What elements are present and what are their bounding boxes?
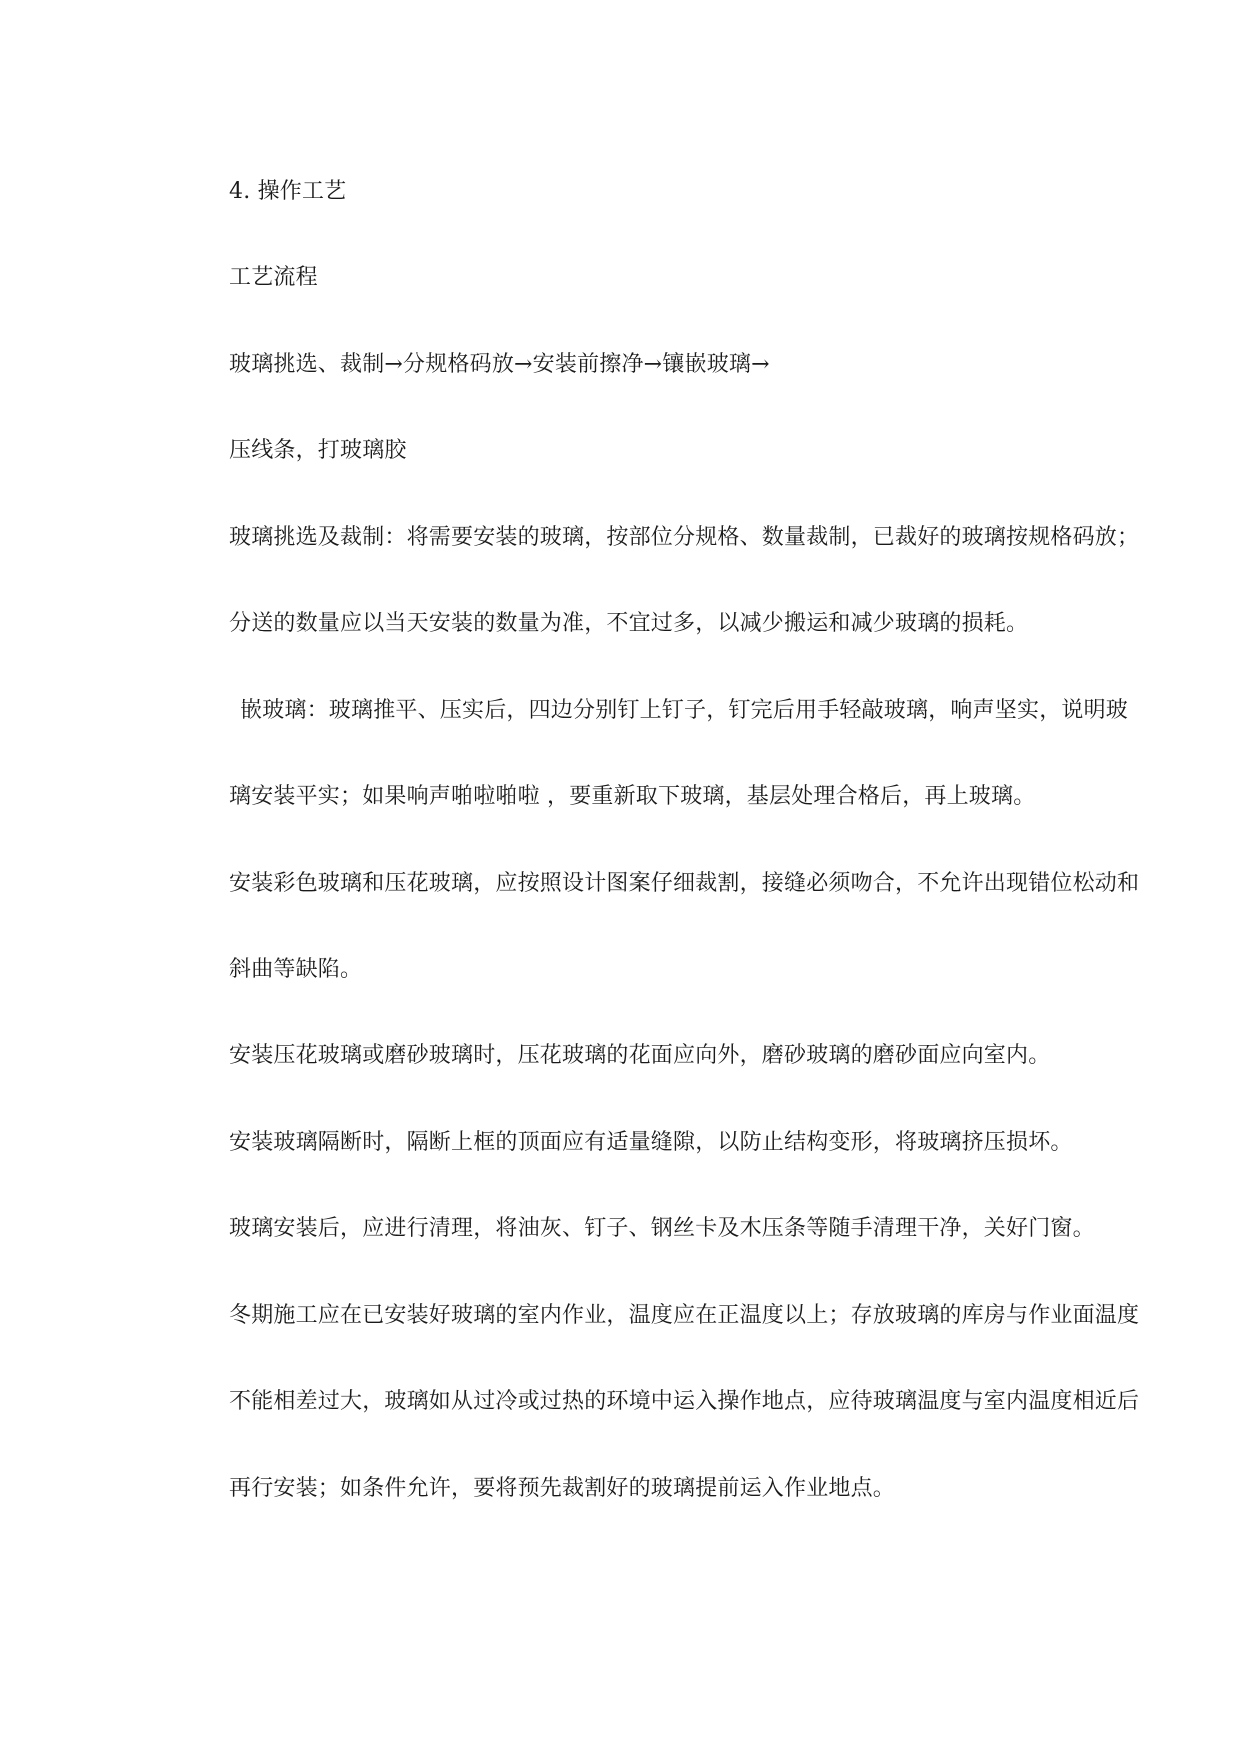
- paragraph-line: 玻璃安装后，应进行清理，将油灰、钉子、钢丝卡及木压条等随手清理干净，关好门窗。: [229, 1216, 1095, 1241]
- paragraph-line: 璃安装平实；如果响声啪啦啪啦 ，要重新取下玻璃，基层处理合格后，再上玻璃。: [229, 784, 1036, 809]
- paragraph-line: 嵌玻璃：玻璃推平、压实后，四边分别钉上钉子，钉完后用手轻敲玻璃，响声坚实，说明玻: [240, 698, 1129, 723]
- paragraph-line: 再行安装；如条件允许，要将预先裁割好的玻璃提前运入作业地点。: [229, 1476, 896, 1501]
- section-heading: 4. 操作工艺: [229, 179, 347, 204]
- paragraph-line: 玻璃挑选及裁制：将需要安装的玻璃，按部位分规格、数量裁制，已裁好的玻璃按规格码放；: [229, 525, 1140, 550]
- paragraph-line: 冬期施工应在已安装好玻璃的室内作业，温度应在正温度以上；存放玻璃的库房与作业面温度: [229, 1303, 1140, 1328]
- paragraph-line: 斜曲等缺陷。: [229, 957, 363, 982]
- process-flow-line-2: 压线条，打玻璃胶: [229, 438, 407, 463]
- paragraph-line: 安装彩色玻璃和压花玻璃，应按照设计图案仔细裁割，接缝必须吻合，不允许出现错位松动和: [229, 871, 1140, 896]
- paragraph-line: 分送的数量应以当天安装的数量为准，不宜过多，以减少搬运和减少玻璃的损耗。: [229, 611, 1029, 636]
- subheading-process-flow: 工艺流程: [229, 265, 318, 290]
- process-flow-line-1: 玻璃挑选、裁制→分规格码放→安装前擦净→镶嵌玻璃→: [229, 352, 770, 377]
- paragraph-line: 安装压花玻璃或磨砂玻璃时，压花玻璃的花面应向外，磨砂玻璃的磨砂面应向室内。: [229, 1043, 1051, 1068]
- paragraph-line: 不能相差过大，玻璃如从过冷或过热的环境中运入操作地点，应待玻璃温度与室内温度相近后: [229, 1389, 1140, 1414]
- paragraph-line: 安装玻璃隔断时，隔断上框的顶面应有适量缝隙，以防止结构变形，将玻璃挤压损坏。: [229, 1130, 1073, 1155]
